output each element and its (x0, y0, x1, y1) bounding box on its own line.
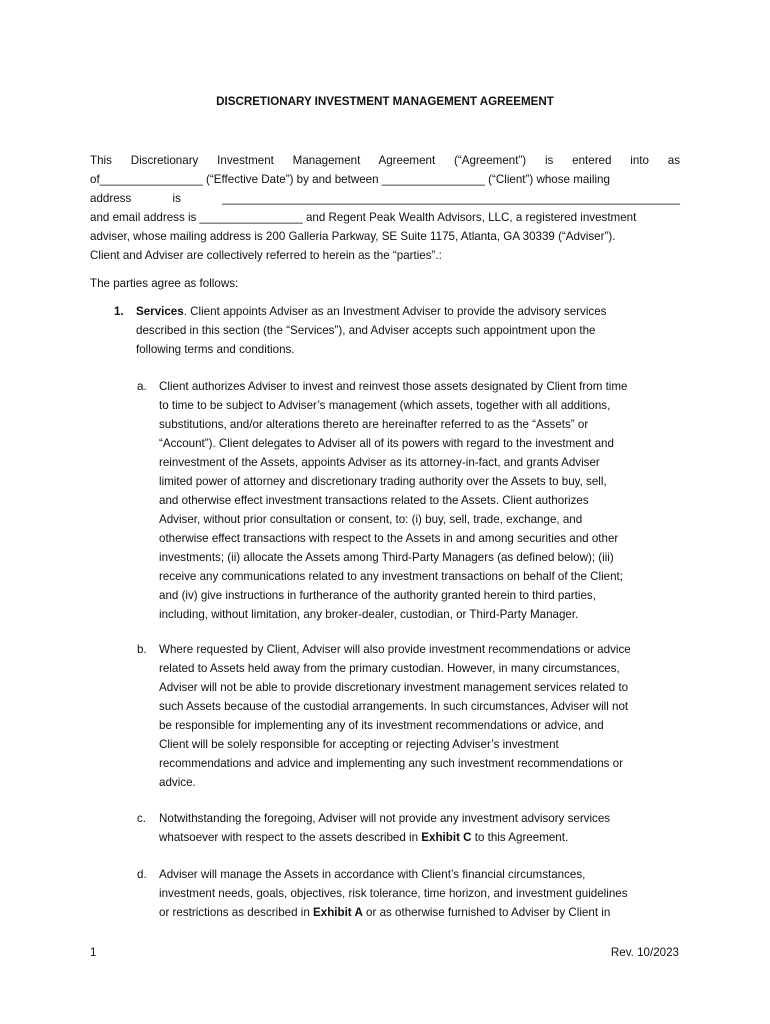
clause-line: Client will be solely responsible for accepting or rejecting Adviser’s investment (159, 738, 559, 751)
clause-line: be responsible for implementing any of its investment recommendations or advice, and (159, 719, 604, 732)
clause-text: or restrictions as described in (159, 906, 314, 919)
intro-line: address is _______________________________________________________________________ (90, 192, 680, 205)
clause-line: and (iv) give instructions in furtherance of the authority granted herein to third parties, (159, 589, 596, 602)
exhibit-reference: Exhibit C (421, 831, 472, 844)
clause-line: receive any communications related to any investment transactions on behalf of the Client; (159, 570, 623, 583)
clause-text: to this Agreement. (471, 831, 569, 844)
clause-line: otherwise effect transactions with respect to the Assets in and among securities and other (159, 532, 619, 545)
clause-line: Adviser will not be able to provide discretionary investment management services related to (159, 681, 629, 694)
clause-line: investments; (ii) allocate the Assets among Third-Party Managers (as defined below); (iii) (159, 551, 614, 564)
revision-label: Rev. 10/2023 (610, 946, 679, 959)
parties-agree-text: The parties agree as follows: (90, 277, 239, 290)
clause-line: to time to be subject to Adviser’s management (which assets, together with all additions, (159, 399, 611, 412)
section-line: described in this section (the “Services”), and Adviser accepts such appointment upon the (136, 324, 596, 337)
clause-line: Notwithstanding the foregoing, Adviser will not provide any investment advisory services (159, 812, 611, 825)
clause-line: investment needs, goals, objectives, risk tolerance, time horizon, and investment guidelines (159, 887, 628, 900)
clause-line: related to Assets held away from the primary custodian. However, in many circumstances, (159, 662, 620, 675)
clause-label: b. (137, 643, 147, 656)
clause-line: limited power of attorney and discretionary trading authority over the Assets to buy, sell, (159, 475, 607, 488)
page-number: 1 (90, 946, 97, 959)
clause-label: c. (137, 812, 147, 825)
section-line: following terms and conditions. (136, 343, 295, 356)
intro-line: of________________ (“Effective Date”) by and between ________________ (“Client”) whose mailing (90, 173, 610, 186)
clause-text: whatsoever with respect to the assets described in (159, 831, 422, 844)
clause-line: Adviser, without prior consultation or consent, to: (i) buy, sell, trade, exchange, and (159, 513, 583, 526)
clause-line: substitutions, and/or alterations thereto are hereinafter referred to as the “Assets” or (159, 418, 589, 431)
section-text: . Client appoints Adviser as an Investment Adviser to provide the advisory services (183, 305, 607, 318)
clause-text: or as otherwise furnished to Adviser by Client in (362, 906, 611, 919)
intro-line: Client and Adviser are collectively referred to herein as the “parties”.: (90, 249, 442, 262)
section-line (136, 302, 606, 321)
document-title: DISCRETIONARY INVESTMENT MANAGEMENT AGREEMENT (216, 95, 554, 108)
intro-line: This Discretionary Investment Management Agreement (“Agreement”) is entered into as (90, 154, 680, 167)
clause-line (159, 828, 568, 847)
clause-line: and otherwise effect investment transactions related to the Assets. Client authorizes (159, 494, 589, 507)
intro-line: and email address is ________________ and Regent Peak Wealth Advisors, LLC, a registered investment (90, 211, 637, 224)
clause-label: d. (137, 868, 147, 881)
intro-line: adviser, whose mailing address is 200 Galleria Parkway, SE Suite 1175, Atlanta, GA 30339 (“Adviser”). (90, 230, 616, 243)
section-number: 1. (114, 305, 124, 318)
clause-line: Adviser will manage the Assets in accordance with Client’s financial circumstances, (159, 868, 586, 881)
clause-line (159, 903, 610, 922)
clause-label: a. (137, 380, 147, 393)
clause-line: Client authorizes Adviser to invest and reinvest those assets designated by Client from time (159, 380, 628, 393)
exhibit-reference: Exhibit A (313, 906, 363, 919)
section-heading: Services (136, 305, 184, 318)
clause-line: including, without limitation, any broker-dealer, custodian, or Third-Party Manager. (159, 608, 579, 621)
clause-line: Where requested by Client, Adviser will also provide investment recommendations or advice (159, 643, 631, 656)
clause-line: “Account”). Client delegates to Adviser all of its powers with regard to the investment and (159, 437, 614, 450)
clause-line: recommendations and advice and implementing any such investment recommendations or (159, 757, 623, 770)
clause-line: such Assets because of the custodial arrangements. In such circumstances, Adviser will not (159, 700, 629, 713)
clause-line: advice. (159, 776, 196, 789)
clause-line: reinvestment of the Assets, appoints Adviser as its attorney-in-fact, and grants Adviser (159, 456, 600, 469)
